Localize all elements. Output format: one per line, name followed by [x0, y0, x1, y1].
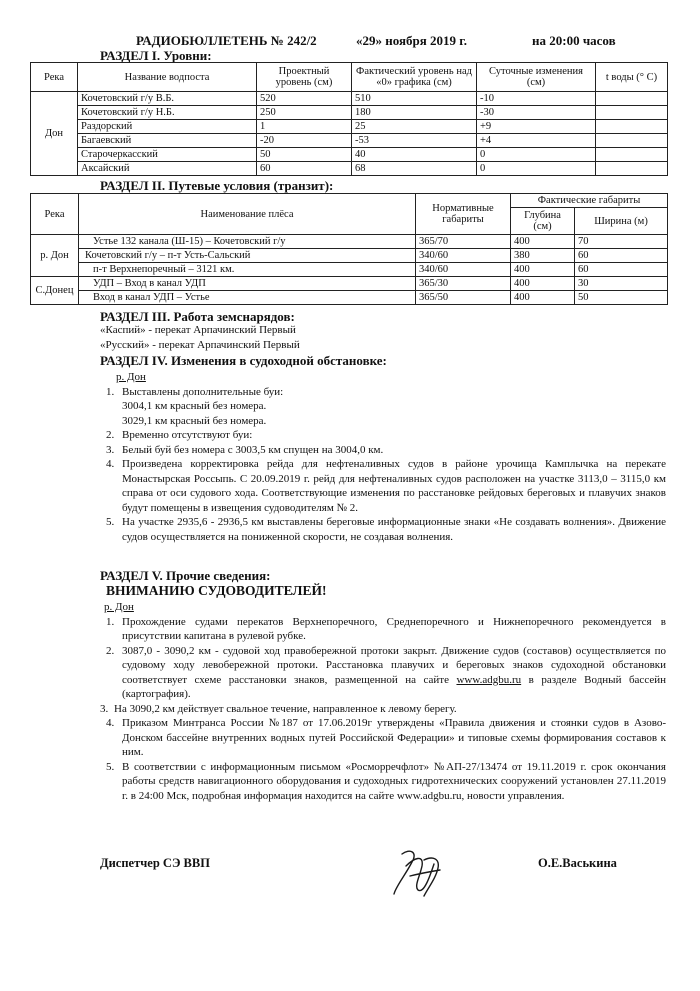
norm-cell: 340/60 — [416, 249, 511, 263]
stretch-cell: Вход в канал УДП – Устье — [79, 291, 416, 305]
item-number: 5. — [106, 516, 115, 528]
item-number: 1. — [106, 615, 115, 628]
table-row — [31, 291, 668, 305]
section5-body — [100, 600, 666, 803]
col-water-temp: t воды (° С) — [596, 63, 668, 92]
dredger-list — [100, 323, 660, 352]
bulletin-title: РАДИОБЮЛЛЕТЕНЬ № 242/2 — [136, 33, 317, 48]
item-text: Временно отсутствуют буи: — [122, 429, 253, 441]
river-subheading: р. Дон — [116, 371, 146, 383]
depth-cell: 400 — [511, 263, 575, 277]
list-item — [100, 385, 666, 400]
depth-cell: 380 — [511, 249, 575, 263]
item-text: Приказом Минтранса России №187 от 17.06.2019г утверждены «Правила движения и стоянки судов в Азово-Донском бассейне внутренних водных путей Российской Федерации» и типовые схемы формирования составов к ним. — [122, 717, 666, 758]
col-daily-change: Суточные изменения (см) — [477, 63, 596, 92]
item-number: 2. — [106, 429, 115, 441]
table-row — [31, 249, 668, 263]
buoy-line: 3029,1 км красный без номера. — [122, 414, 267, 427]
river-cell: р. Дон — [31, 235, 79, 277]
actual-cell: 40 — [352, 148, 477, 162]
dispatcher-name: О.Е.Васькина — [538, 856, 617, 870]
stretch-cell: Устье 132 канала (Ш-15) – Кочетовский г/у — [79, 235, 416, 249]
col-river: Река — [31, 63, 78, 92]
actual-cell: 25 — [352, 120, 477, 134]
temp-cell — [596, 148, 668, 162]
section5-title: РАЗДЕЛ V. Прочие сведения: — [100, 568, 271, 583]
handwritten-signature — [388, 846, 446, 898]
post-cell: Багаевский — [78, 134, 257, 148]
item-number: 1. — [106, 385, 115, 398]
section3-title: РАЗДЕЛ III. Работа земснарядов: — [100, 309, 295, 324]
item-text: Выставлены дополнительные буи: — [122, 385, 284, 398]
table-row — [31, 235, 668, 249]
list-item — [100, 515, 666, 544]
item-text: 3087,0 - 3090,2 км - судовой ход правобережной протоки закрыт. Движение судов (составов) осуществляется по судовому ходу левобережной протоки. Расстановка плавучих и береговых знаков судоходной обстановки соответствует схеме расстановки знаков, размещенной на сайте — [122, 644, 666, 686]
stretch-cell: УДП – Вход в канал УДП — [79, 277, 416, 291]
post-cell: Кочетовский г/у Н.Б. — [78, 106, 257, 120]
levels-table — [30, 62, 668, 176]
temp-cell — [596, 92, 668, 106]
river-cell: С.Донец — [31, 277, 79, 305]
item-number: 2. — [106, 644, 115, 657]
item-text: Белый буй без номера с 3003,5 км спущен на 3004,0 км. — [122, 443, 384, 456]
temp-cell — [596, 134, 668, 148]
transit-table — [30, 193, 668, 305]
change-cell: 0 — [477, 162, 596, 176]
actual-cell: -53 — [352, 134, 477, 148]
item-text: На 3090,2 км действует свальное течение, направленное к левому берегу. — [114, 702, 457, 715]
table-row — [31, 134, 668, 148]
levels-header-row — [31, 63, 668, 92]
col-depth: Глубина (см) — [511, 208, 575, 235]
buoy-line: 3004,1 км красный без номера. — [122, 400, 267, 412]
list-item — [100, 428, 666, 443]
col-post: Название водпоста — [78, 63, 257, 92]
project-cell: 250 — [257, 106, 352, 120]
project-cell: -20 — [257, 134, 352, 148]
norm-cell: 365/30 — [416, 277, 511, 291]
depth-cell: 400 — [511, 291, 575, 305]
temp-cell — [596, 120, 668, 134]
item-text: в разделе Водный бассейн (картография). — [122, 673, 666, 700]
change-cell: +4 — [477, 134, 596, 148]
project-cell: 520 — [257, 92, 352, 106]
section4-title: РАЗДЕЛ IV. Изменения в судоходной обстановке: — [100, 353, 387, 368]
list-item — [100, 716, 666, 760]
col-width: Ширина (м) — [575, 208, 668, 235]
change-cell: -30 — [477, 106, 596, 120]
width-cell: 50 — [575, 291, 668, 305]
col-normative: Нормативные габариты — [416, 194, 511, 235]
item-text: На участке 2935,6 - 2936,5 км выставлены береговые информационные знаки «Не создавать волнения». Движение судов осуществляется на пониженной скорости, не создавая волнения. — [122, 516, 666, 543]
section2-title: РАЗДЕЛ II. Путевые условия (транзит): — [100, 178, 334, 193]
depth-cell: 400 — [511, 235, 575, 249]
width-cell: 60 — [575, 263, 668, 277]
table-row — [31, 263, 668, 277]
dredger-line: «Русский» - перекат Арпачинский Первый — [100, 338, 300, 351]
table-row — [31, 120, 668, 134]
website-link[interactable]: www.adgbu.ru — [456, 673, 522, 686]
post-cell: Старочеркасский — [78, 148, 257, 162]
list-item — [100, 760, 666, 804]
col-project-level: Проектный уровень (см) — [257, 63, 352, 92]
norm-cell: 365/50 — [416, 291, 511, 305]
list-item — [100, 644, 666, 702]
item-text: Прохождение судами перекатов Верхнепоречного, Среднепоречного и Нижнепоречного рекомендуется в присутствии капитана в рулевой рубке. — [122, 615, 666, 642]
list-item — [100, 615, 666, 644]
col-actual-dimensions: Фактические габариты — [511, 194, 668, 208]
transit-header-row — [31, 194, 668, 208]
col-actual-level: Фактический уровень над «0» графика (см) — [352, 63, 477, 92]
depth-cell: 400 — [511, 277, 575, 291]
col-river: Река — [31, 194, 79, 235]
actual-cell: 510 — [352, 92, 477, 106]
table-row — [31, 92, 668, 106]
post-cell: Кочетовский г/у В.Б. — [78, 92, 257, 106]
project-cell: 60 — [257, 162, 352, 176]
section4-body — [100, 370, 666, 544]
river-cell: Дон — [31, 92, 78, 176]
post-cell: Раздорский — [78, 120, 257, 134]
width-cell: 70 — [575, 235, 668, 249]
temp-cell — [596, 106, 668, 120]
item-number: 3. — [106, 443, 115, 456]
table-row — [31, 106, 668, 120]
warning-heading: ВНИМАНИЮ СУДОВОДИТЕЛЕЙ! — [106, 583, 327, 598]
change-cell: -10 — [477, 92, 596, 106]
dispatcher-position: Диспетчер СЭ ВВП — [100, 856, 210, 870]
change-cell: +9 — [477, 120, 596, 134]
post-cell: Аксайский — [78, 162, 257, 176]
table-row — [31, 162, 668, 176]
actual-cell: 68 — [352, 162, 477, 176]
bulletin-time: на 20:00 часов — [532, 33, 616, 48]
list-item — [100, 443, 666, 458]
item-text: В соответствии с информационным письмом «Росморречфлот» №АП-27/13474 от 19.11.2019 г. срок окончания работы средств навигационного оборудования и судоходных гидротехнических сооружений установлен 27.11.2019 г. в 24:00 Мск, подробная информация находится на сайте www.adgbu.ru, новости управления. — [122, 760, 666, 802]
river-subheading: р. Дон — [104, 601, 134, 613]
item-number: 4. — [106, 458, 115, 470]
bulletin-date: «29» ноября 2019 г. — [356, 33, 467, 48]
item-number: 5. — [106, 760, 115, 773]
change-cell: 0 — [477, 148, 596, 162]
table-row — [31, 277, 668, 291]
table-row — [31, 148, 668, 162]
item-text: Произведена корректировка рейда для нефтеналивных судов в районе урочища Камплычка на перекате Монастырская Россыпь. С 20.09.2019 г. рейд для нефтеналивных судов расположен на участке 3113,0 – 3115,0 км справа от оси судового хода. Соответствующие изменения по расстановке рейдовых береговых и плавучих знаков будут помещены в извещения судоводителям № 2. — [122, 458, 666, 514]
item-number: 3. — [100, 702, 109, 715]
stretch-cell: Кочетовский г/у – п-т Усть-Сальский — [79, 249, 416, 263]
project-cell: 50 — [257, 148, 352, 162]
section1-title: РАЗДЕЛ I. Уровни: — [100, 48, 212, 63]
width-cell: 30 — [575, 277, 668, 291]
norm-cell: 365/70 — [416, 235, 511, 249]
project-cell: 1 — [257, 120, 352, 134]
stretch-cell: п-т Верхнепоречный – 3121 км. — [79, 263, 416, 277]
dredger-line: «Каспий» - перекат Арпачинский Первый — [100, 324, 296, 336]
width-cell: 60 — [575, 249, 668, 263]
list-item — [100, 702, 666, 717]
actual-cell: 180 — [352, 106, 477, 120]
list-item — [100, 457, 666, 515]
temp-cell — [596, 162, 668, 176]
norm-cell: 340/60 — [416, 263, 511, 277]
col-stretch: Наименование плёса — [79, 194, 416, 235]
item-number: 4. — [106, 717, 115, 729]
